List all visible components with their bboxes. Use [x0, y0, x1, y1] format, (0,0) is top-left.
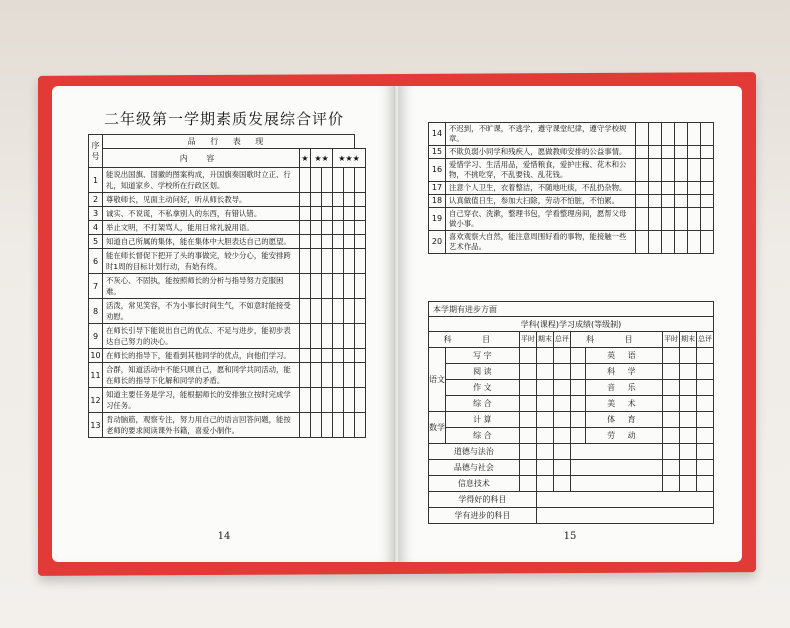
- item-number: 17: [429, 182, 446, 195]
- subject-name: 品德与社会: [429, 460, 520, 476]
- rating-cell[interactable]: [636, 231, 649, 254]
- rating-cell[interactable]: [322, 207, 333, 221]
- rating-cell[interactable]: [300, 388, 311, 413]
- rating-cell[interactable]: [355, 299, 366, 324]
- rating-cell[interactable]: [333, 363, 344, 388]
- grade-cell[interactable]: [697, 412, 714, 428]
- item-number: 10: [89, 349, 103, 363]
- item-number: 7: [89, 274, 103, 299]
- table-row: [429, 364, 714, 380]
- subject-group-label: 数学: [429, 412, 446, 444]
- star-3-icon: ★★★: [333, 149, 366, 168]
- blank-cell[interactable]: [570, 380, 585, 396]
- rating-cell[interactable]: [355, 168, 366, 193]
- rating-cell[interactable]: [355, 363, 366, 388]
- item-text: 能说出国旗、国徽的图案构成，升国旗奏国歌时立正、行礼，知道家乡、学校所在行政区划。: [103, 168, 300, 193]
- item-number: 20: [429, 231, 446, 254]
- rating-cell[interactable]: [662, 146, 675, 159]
- item-number: 1: [89, 168, 103, 193]
- subject-name: 信息技术: [429, 476, 520, 492]
- table-row: [429, 476, 714, 492]
- grade-cell[interactable]: [553, 428, 570, 444]
- improve-subjects-label: 学有进步的科目: [429, 508, 537, 524]
- rating-cell[interactable]: [300, 193, 311, 207]
- item-text: 在师长引导下能说出自己的优点、不足与进步，能初步表达自己努力的决心。: [103, 324, 300, 349]
- rating-cell[interactable]: [688, 208, 701, 231]
- grade-cell[interactable]: [663, 444, 680, 460]
- grade-cell[interactable]: [553, 444, 570, 460]
- rating-cell[interactable]: [333, 193, 344, 207]
- item-text: 合群，知道活动中不能只顾自己，愿和同学共同活动，能在师长的指导下化解和同学的矛盾。: [103, 363, 300, 388]
- grade-cell[interactable]: [680, 460, 697, 476]
- table-row: [89, 324, 366, 349]
- grade-cell[interactable]: [536, 396, 553, 412]
- item-text: 举止文明，不打架骂人，能用日常礼貌用语。: [103, 221, 300, 235]
- table-row: [429, 460, 714, 476]
- grade-cell[interactable]: [663, 348, 680, 364]
- rating-cell[interactable]: [688, 231, 701, 254]
- table-row: [429, 428, 714, 444]
- blank-cell[interactable]: [570, 476, 662, 492]
- item-number: 8: [89, 299, 103, 324]
- grade-cell[interactable]: [697, 444, 714, 460]
- grade-cell[interactable]: [519, 444, 536, 460]
- page-number: 15: [563, 531, 577, 542]
- rating-cell[interactable]: [675, 123, 688, 146]
- grade-cell[interactable]: [663, 380, 680, 396]
- rating-cell[interactable]: [636, 159, 649, 182]
- item-number: 19: [429, 208, 446, 231]
- subject-name: 劳 动: [585, 428, 662, 444]
- grade-cell[interactable]: [680, 396, 697, 412]
- rating-cell[interactable]: [675, 146, 688, 159]
- table-row: [429, 182, 714, 195]
- grade-cell[interactable]: [553, 476, 570, 492]
- table-row: [429, 348, 714, 364]
- grade-cell[interactable]: [697, 428, 714, 444]
- item-number: 4: [89, 221, 103, 235]
- table-row: [89, 299, 366, 324]
- grade-cell[interactable]: [663, 396, 680, 412]
- rating-cell[interactable]: [344, 193, 355, 207]
- item-text: 自己穿衣、洗漱，整理书包，学看整理房间，愿帮父母做小事。: [446, 208, 636, 231]
- item-text: 爱惜学习、生活用品，爱惜粮食，爱护庄稼、花木和公物，不挑吃穿，不乱要钱、乱花钱。: [446, 159, 636, 182]
- rating-cell[interactable]: [701, 231, 714, 254]
- rating-cell[interactable]: [322, 168, 333, 193]
- rating-cell[interactable]: [322, 388, 333, 413]
- rating-cell[interactable]: [355, 207, 366, 221]
- rating-cell[interactable]: [300, 363, 311, 388]
- rating-cell[interactable]: [662, 159, 675, 182]
- rating-cell[interactable]: [300, 168, 311, 193]
- rating-cell[interactable]: [311, 349, 322, 363]
- table-row: [429, 208, 714, 231]
- table-row: [429, 444, 714, 460]
- table-row: [429, 159, 714, 182]
- rating-cell[interactable]: [322, 221, 333, 235]
- grade-cell[interactable]: [663, 428, 680, 444]
- subject-name: 科 学: [585, 364, 662, 380]
- table-row: [89, 235, 366, 249]
- rating-cell[interactable]: [701, 195, 714, 208]
- blank-cell[interactable]: [570, 396, 585, 412]
- item-text: 活泼，常见笑容，不为小事长时间生气，不如意时能接受劝慰。: [103, 299, 300, 324]
- rating-cell[interactable]: [311, 274, 322, 299]
- blank-cell[interactable]: [570, 428, 585, 444]
- left-page: [52, 86, 396, 562]
- grade-cell[interactable]: [680, 428, 697, 444]
- grade-cell[interactable]: [680, 476, 697, 492]
- item-number: 13: [89, 413, 103, 438]
- rating-cell[interactable]: [688, 182, 701, 195]
- rating-cell[interactable]: [662, 182, 675, 195]
- rating-cell[interactable]: [355, 249, 366, 274]
- rating-cell[interactable]: [701, 182, 714, 195]
- rating-cell[interactable]: [311, 324, 322, 349]
- rating-cell[interactable]: [636, 123, 649, 146]
- subject-header-right: 科 目: [570, 332, 662, 348]
- good-subjects-value: [536, 492, 713, 508]
- rating-cell[interactable]: [344, 249, 355, 274]
- rating-cell[interactable]: [355, 221, 366, 235]
- subject-name: 体 育: [585, 412, 662, 428]
- table-row: [89, 274, 366, 299]
- item-text: 不灰心、不固执，能按照师长的分析与指导努力克服困难。: [103, 274, 300, 299]
- subject-name: 英 语: [585, 348, 662, 364]
- rating-cell[interactable]: [355, 235, 366, 249]
- item-text: 知道自己所属的集体，能在集体中大胆表达自己的愿望。: [103, 235, 300, 249]
- grade-cell[interactable]: [536, 364, 553, 380]
- rating-cell[interactable]: [636, 146, 649, 159]
- final-header-right: 期末: [680, 332, 697, 348]
- rating-cell[interactable]: [333, 349, 344, 363]
- rating-cell[interactable]: [333, 413, 344, 438]
- rating-cell[interactable]: [311, 207, 322, 221]
- usual-header-right: 平时: [663, 332, 680, 348]
- item-number: 5: [89, 235, 103, 249]
- table-row: [89, 168, 366, 193]
- table-row: [429, 231, 714, 254]
- rating-cell[interactable]: [662, 208, 675, 231]
- progress-label: 本学期有进步方面: [429, 302, 714, 317]
- rating-cell[interactable]: [701, 146, 714, 159]
- grade-cell[interactable]: [536, 444, 553, 460]
- rating-cell[interactable]: [322, 349, 333, 363]
- grade-cell[interactable]: [680, 412, 697, 428]
- rating-cell[interactable]: [311, 388, 322, 413]
- grade-cell[interactable]: [536, 348, 553, 364]
- grade-cell[interactable]: [697, 460, 714, 476]
- rating-cell[interactable]: [300, 221, 311, 235]
- item-text: 能在师长督促下把开了头的事做完，较少分心，能安排跨时1周的目标计划行动，有始有终。: [103, 249, 300, 274]
- rating-cell[interactable]: [300, 324, 311, 349]
- rating-cell[interactable]: [675, 231, 688, 254]
- rating-cell[interactable]: [355, 388, 366, 413]
- grade-cell[interactable]: [680, 364, 697, 380]
- star-2-icon: ★★: [311, 149, 333, 168]
- rating-cell[interactable]: [701, 123, 714, 146]
- rating-cell[interactable]: [300, 349, 311, 363]
- grade-cell[interactable]: [519, 428, 536, 444]
- rating-cell[interactable]: [688, 159, 701, 182]
- rating-cell[interactable]: [322, 363, 333, 388]
- overall-header-left: 总评: [553, 332, 570, 348]
- item-text: 诚实、不说谎，不私拿别人的东西，有错认错。: [103, 207, 300, 221]
- final-header-left: 期末: [536, 332, 553, 348]
- blank-cell[interactable]: [570, 412, 585, 428]
- rating-cell[interactable]: [344, 299, 355, 324]
- grade-cell[interactable]: [519, 412, 536, 428]
- rating-cell[interactable]: [300, 207, 311, 221]
- grade-cell[interactable]: [663, 364, 680, 380]
- rating-cell[interactable]: [344, 235, 355, 249]
- subject-header-left: 科 目: [429, 332, 520, 348]
- grade-cell[interactable]: [697, 364, 714, 380]
- rating-cell[interactable]: [322, 324, 333, 349]
- table-row: [89, 221, 366, 235]
- rating-cell[interactable]: [649, 231, 662, 254]
- rating-cell[interactable]: [333, 168, 344, 193]
- grade-cell[interactable]: [680, 380, 697, 396]
- open-book: [52, 86, 742, 562]
- rating-cell[interactable]: [649, 208, 662, 231]
- item-text: 知道主要任务是学习，能根据师长的安排独立按时完成学习任务。: [103, 388, 300, 413]
- rating-cell[interactable]: [322, 413, 333, 438]
- item-number: 6: [89, 249, 103, 274]
- rating-cell[interactable]: [636, 182, 649, 195]
- grade-cell[interactable]: [663, 476, 680, 492]
- grade-cell[interactable]: [663, 412, 680, 428]
- blank-cell[interactable]: [570, 460, 662, 476]
- rating-cell[interactable]: [649, 123, 662, 146]
- rating-cell[interactable]: [311, 413, 322, 438]
- rating-cell[interactable]: [662, 195, 675, 208]
- rating-cell[interactable]: [355, 349, 366, 363]
- rating-cell[interactable]: [675, 159, 688, 182]
- item-text: 肯动脑筋，观察专注，努力用自己的语言回答问题，能按老师的要求阅读课外书籍，喜爱小制作。: [103, 413, 300, 438]
- item-number: 9: [89, 324, 103, 349]
- item-number: 14: [429, 123, 446, 146]
- rating-cell[interactable]: [344, 324, 355, 349]
- item-text: 尊敬师长，见面主动问好，听从师长教导。: [103, 193, 300, 207]
- usual-header-left: 平时: [519, 332, 536, 348]
- grade-cell[interactable]: [536, 460, 553, 476]
- rating-cell[interactable]: [300, 249, 311, 274]
- rating-cell[interactable]: [333, 221, 344, 235]
- rating-cell[interactable]: [675, 195, 688, 208]
- subject-group-label: 语文: [429, 348, 446, 412]
- grade-cell[interactable]: [697, 380, 714, 396]
- subject-name: 阅 读: [446, 364, 520, 380]
- rating-cell[interactable]: [300, 299, 311, 324]
- rating-cell[interactable]: [355, 324, 366, 349]
- rating-cell[interactable]: [649, 146, 662, 159]
- item-number: 3: [89, 207, 103, 221]
- good-subjects-label: 学得好的科目: [429, 492, 537, 508]
- table-row: [429, 123, 714, 146]
- item-number: 18: [429, 195, 446, 208]
- item-text: 不迟到，不旷课，不逃学，遵守课堂纪律，遵守学校规章。: [446, 123, 636, 146]
- rating-cell[interactable]: [333, 274, 344, 299]
- table-row: [89, 207, 366, 221]
- table-row: [89, 413, 366, 438]
- rating-cell[interactable]: [322, 193, 333, 207]
- conduct-table: [88, 134, 366, 438]
- rating-cell[interactable]: [344, 168, 355, 193]
- rating-cell[interactable]: [649, 159, 662, 182]
- subject-name: 计 算: [446, 412, 520, 428]
- item-number: 15: [429, 146, 446, 159]
- table-row: [429, 146, 714, 159]
- grade-cell[interactable]: [697, 348, 714, 364]
- grades-table: [428, 301, 714, 524]
- grade-cell[interactable]: [680, 348, 697, 364]
- rating-cell[interactable]: [636, 208, 649, 231]
- subject-name: 道德与法治: [429, 444, 520, 460]
- page-title: 二年级第一学期素质发展综合评价: [103, 110, 344, 128]
- grade-cell[interactable]: [553, 364, 570, 380]
- section-header: 品 行 表 现: [103, 135, 355, 149]
- item-text: 认真做值日生，参加大扫除，劳动不怕脏，不怕累。: [446, 195, 636, 208]
- rating-cell[interactable]: [344, 363, 355, 388]
- rating-cell[interactable]: [322, 235, 333, 249]
- grade-cell[interactable]: [519, 396, 536, 412]
- rating-cell[interactable]: [333, 249, 344, 274]
- table-row: [89, 388, 366, 413]
- rating-cell[interactable]: [311, 193, 322, 207]
- rating-cell[interactable]: [701, 208, 714, 231]
- rating-cell[interactable]: [662, 123, 675, 146]
- grade-cell[interactable]: [697, 476, 714, 492]
- rating-cell[interactable]: [333, 299, 344, 324]
- rating-cell[interactable]: [688, 146, 701, 159]
- rating-cell[interactable]: [355, 274, 366, 299]
- grade-cell[interactable]: [697, 396, 714, 412]
- grade-cell[interactable]: [519, 476, 536, 492]
- rating-cell[interactable]: [311, 299, 322, 324]
- rating-cell[interactable]: [311, 168, 322, 193]
- col-num-header: 序号: [89, 135, 103, 168]
- improve-subjects-value: [536, 508, 713, 524]
- item-number: 11: [89, 363, 103, 388]
- rating-cell[interactable]: [311, 249, 322, 274]
- subject-name: 综 合: [446, 428, 520, 444]
- rating-cell[interactable]: [333, 235, 344, 249]
- rating-cell[interactable]: [311, 363, 322, 388]
- page-number: 14: [217, 531, 231, 542]
- grade-cell[interactable]: [519, 364, 536, 380]
- grades-title: 学科(课程)学习成绩(等级制): [429, 317, 714, 332]
- rating-cell[interactable]: [355, 413, 366, 438]
- rating-cell[interactable]: [333, 388, 344, 413]
- table-row: [89, 363, 366, 388]
- subject-name: 作 文: [446, 380, 520, 396]
- rating-cell[interactable]: [344, 207, 355, 221]
- rating-cell[interactable]: [662, 231, 675, 254]
- rating-cell[interactable]: [300, 235, 311, 249]
- rating-cell[interactable]: [322, 274, 333, 299]
- rating-cell[interactable]: [344, 221, 355, 235]
- item-text: 注意个人卫生，衣着整洁，不随地吐痰，不乱扔杂物。: [446, 182, 636, 195]
- table-row: [89, 249, 366, 274]
- grade-cell[interactable]: [680, 444, 697, 460]
- table-row: [429, 195, 714, 208]
- grade-cell[interactable]: [553, 380, 570, 396]
- rating-cell[interactable]: [311, 235, 322, 249]
- grade-cell[interactable]: [553, 460, 570, 476]
- subject-name: 美 术: [585, 396, 662, 412]
- blank-cell[interactable]: [570, 348, 585, 364]
- subject-name: 音 乐: [585, 380, 662, 396]
- col-content-header: 内 容: [103, 149, 300, 168]
- rating-cell[interactable]: [322, 249, 333, 274]
- overall-header-right: 总评: [697, 332, 714, 348]
- grade-cell[interactable]: [536, 428, 553, 444]
- rating-cell[interactable]: [344, 388, 355, 413]
- rating-cell[interactable]: [344, 274, 355, 299]
- grade-cell[interactable]: [553, 348, 570, 364]
- rating-cell[interactable]: [300, 274, 311, 299]
- rating-cell[interactable]: [675, 208, 688, 231]
- item-number: 2: [89, 193, 103, 207]
- item-text: 不欺负弱小同学和残疾人，愿做教师安排的公益事情。: [446, 146, 636, 159]
- grade-cell[interactable]: [519, 380, 536, 396]
- rating-cell[interactable]: [649, 182, 662, 195]
- item-text: 喜欢观察大自然，能注意周围好看的事物，能接触一些艺术作品。: [446, 231, 636, 254]
- rating-cell[interactable]: [344, 349, 355, 363]
- rating-cell[interactable]: [636, 195, 649, 208]
- right-page: [398, 86, 742, 562]
- item-text: 在师长的指导下，能看到其他同学的优点，向他们学习。: [103, 349, 300, 363]
- star-1-icon: ★: [300, 149, 311, 168]
- rating-cell[interactable]: [688, 123, 701, 146]
- rating-cell[interactable]: [311, 221, 322, 235]
- table-row: [429, 380, 714, 396]
- table-row: [89, 193, 366, 207]
- rating-cell[interactable]: [355, 193, 366, 207]
- blank-cell[interactable]: [570, 444, 662, 460]
- rating-cell[interactable]: [688, 195, 701, 208]
- rating-cell[interactable]: [333, 207, 344, 221]
- grade-cell[interactable]: [519, 348, 536, 364]
- subject-name: 写 字: [446, 348, 520, 364]
- table-row: [429, 396, 714, 412]
- grade-cell[interactable]: [553, 412, 570, 428]
- table-row: [89, 349, 366, 363]
- rating-cell[interactable]: [675, 182, 688, 195]
- table-row: [429, 412, 714, 428]
- subject-name: 综 合: [446, 396, 520, 412]
- grade-cell[interactable]: [663, 460, 680, 476]
- conduct-table-continued: [428, 122, 714, 254]
- item-number: 12: [89, 388, 103, 413]
- rating-cell[interactable]: [322, 299, 333, 324]
- item-number: 16: [429, 159, 446, 182]
- rating-cell[interactable]: [344, 413, 355, 438]
- rating-cell[interactable]: [300, 413, 311, 438]
- grade-cell[interactable]: [553, 396, 570, 412]
- grade-cell[interactable]: [536, 380, 553, 396]
- rating-cell[interactable]: [333, 324, 344, 349]
- grade-cell[interactable]: [536, 412, 553, 428]
- rating-cell[interactable]: [649, 195, 662, 208]
- grade-cell[interactable]: [536, 476, 553, 492]
- grade-cell[interactable]: [519, 460, 536, 476]
- blank-cell[interactable]: [570, 364, 585, 380]
- rating-cell[interactable]: [701, 159, 714, 182]
